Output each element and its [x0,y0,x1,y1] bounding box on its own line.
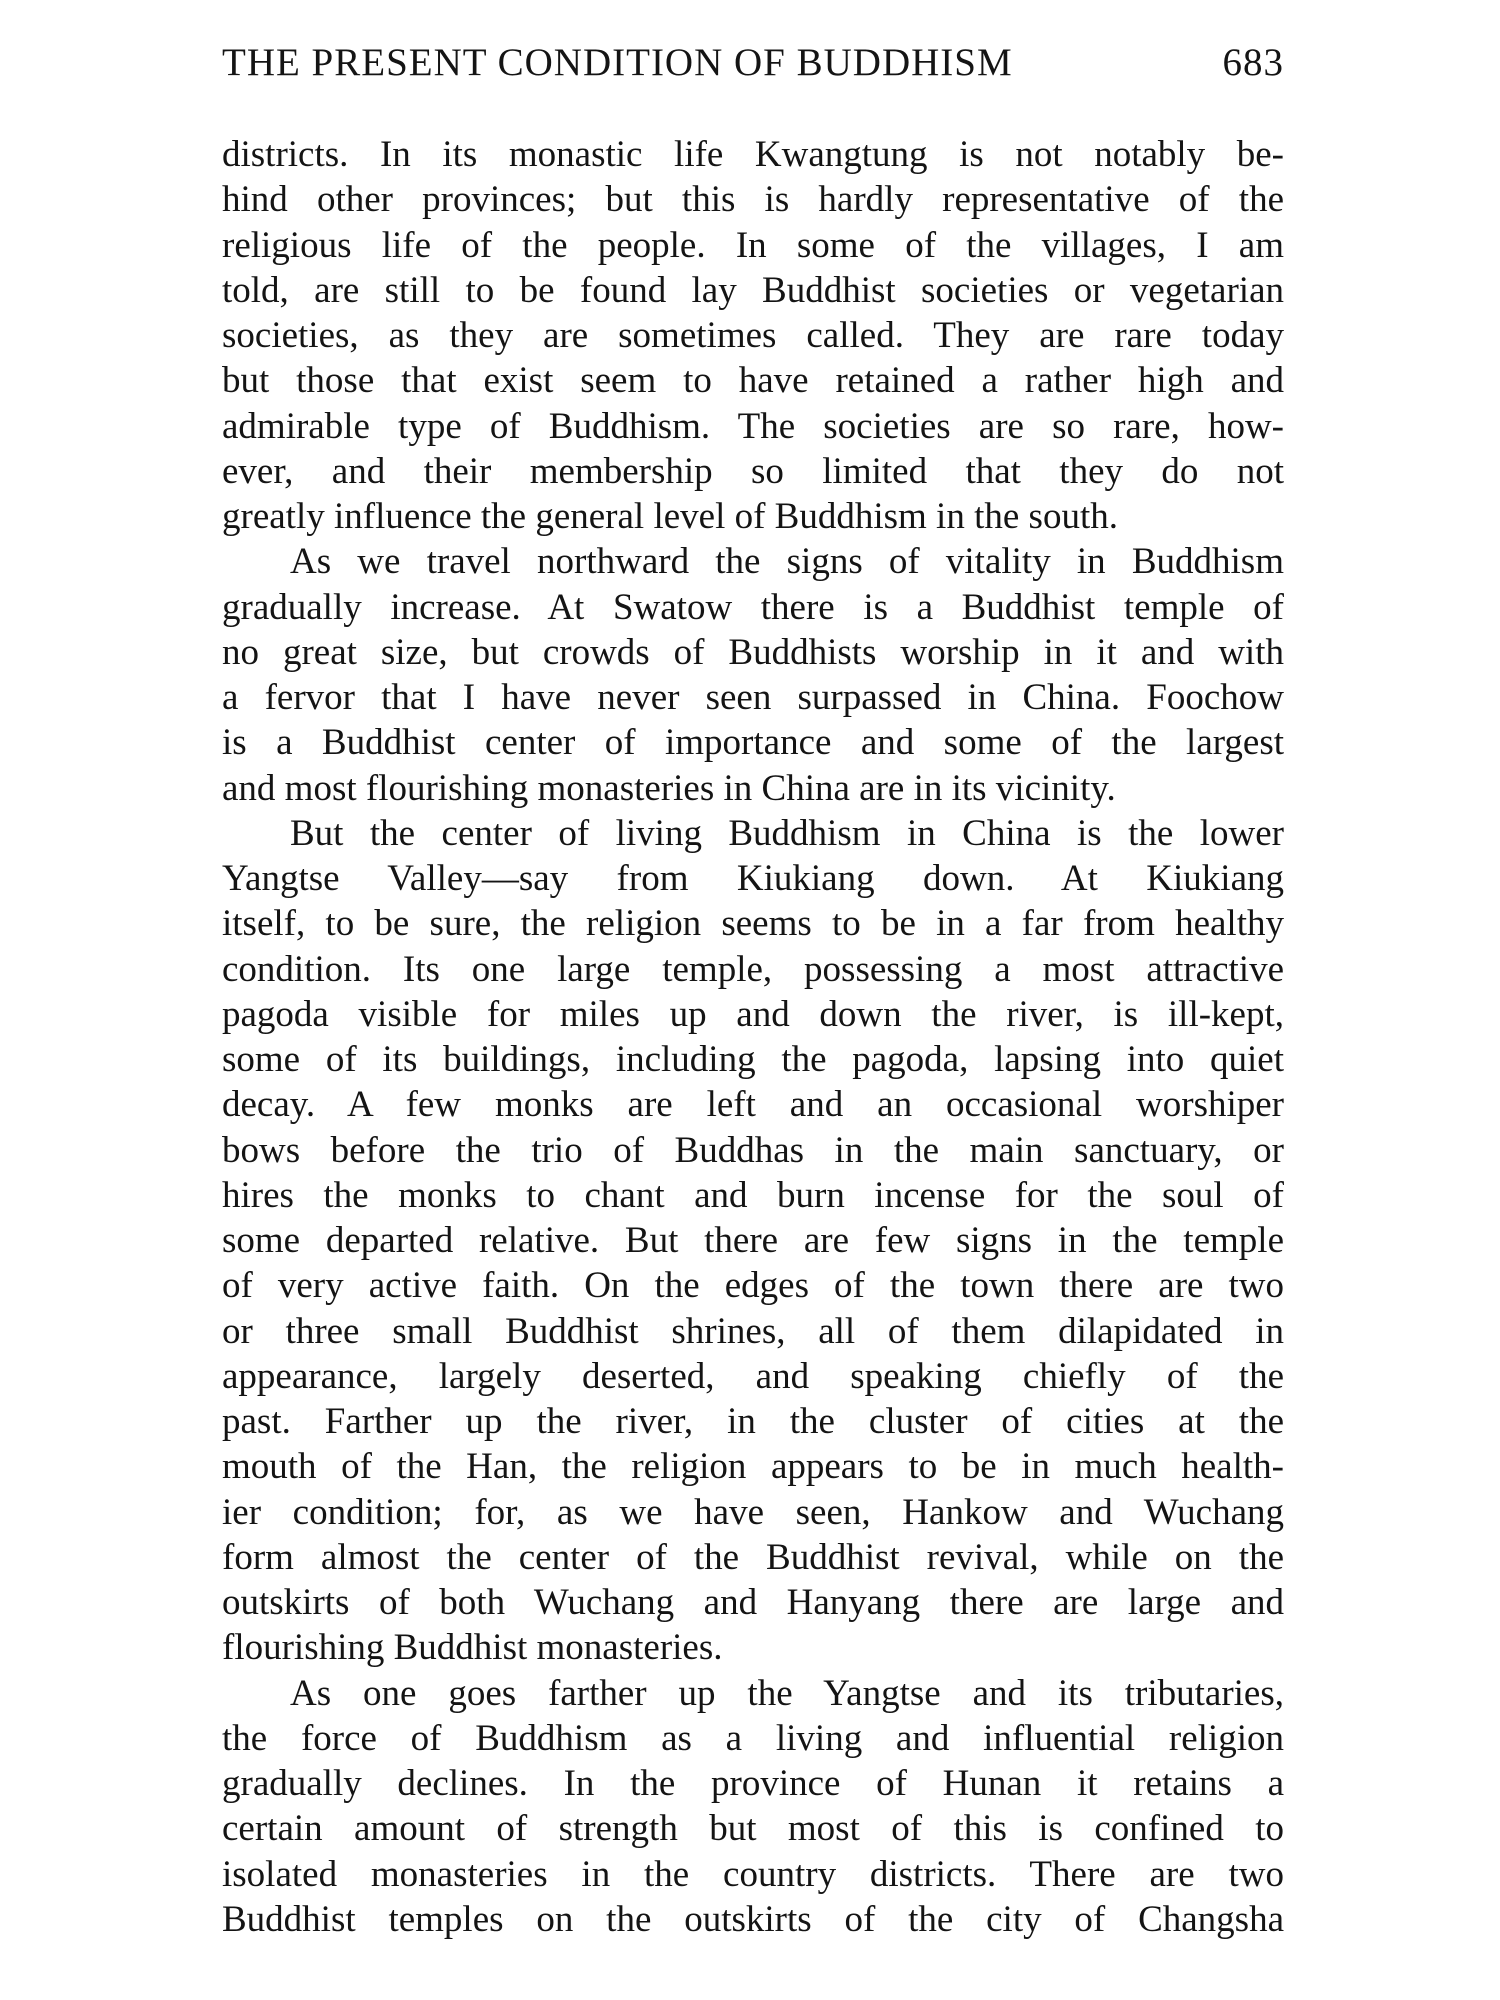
text-line: some of its buildings, including the pagoda, lapsing into quiet [222,1039,1284,1080]
text-line: Yangtse Valley—say from Kiukiang down. At Kiukiang [222,858,1284,899]
text-line: gradually increase. At Swatow there is a Buddhist temple of [222,586,1284,628]
text-line: appearance, largely deserted, and speaking chiefly of the [222,1355,1284,1397]
text-line: districts. In its monastic life Kwangtung is not notably be- [222,134,1284,175]
text-line: hind other provinces; but this is hardly representative of the [222,179,1284,221]
text-line: and most flourishing monasteries in China are in its vicinity. [222,767,1116,809]
text-line: the force of Buddhism as a living and influential religion [222,1717,1284,1759]
text-line: some departed relative. But there are few signs in the temple [222,1220,1284,1261]
text-line: told, are still to be found lay Buddhist societies or vegetarian [222,269,1284,311]
page-number: 683 [1222,41,1284,84]
text-line: admirable type of Buddhism. The societies are so rare, how- [222,405,1284,447]
paragraph-first-line: As one goes farther up the Yangtse and its tributaries, [290,1672,1284,1714]
paragraph-first-line: As we travel northward the signs of vitality in Buddhism [290,541,1284,583]
text-line: hires the monks to chant and burn incense for the soul of [222,1174,1284,1216]
paragraph-first-line: But the center of living Buddhism in China is the lower [290,812,1284,854]
text-line: itself, to be sure, the religion seems to be in a far from healthy [222,903,1284,945]
running-head [222,40,1284,100]
text-line: pagoda visible for miles up and down the river, is ill-kept, [222,993,1284,1035]
text-line: of very active faith. On the edges of the town there are two [222,1265,1284,1307]
text-line: condition. Its one large temple, possessing a most attractive [222,948,1284,990]
text-line: ier condition; for, as we have seen, Hankow and Wuchang [222,1491,1284,1533]
body-text [222,132,1284,1940]
text-line: but those that exist seem to have retained a rather high and [222,360,1284,402]
text-line: greatly influence the general level of Buddhism in the south. [222,496,1118,537]
text-line: ever, and their membership so limited that they do not [222,450,1284,492]
text-line: mouth of the Han, the religion appears to be in much health- [222,1446,1284,1488]
text-line: is a Buddhist center of importance and some of the largest [222,722,1284,764]
text-line: societies, as they are sometimes called. They are rare today [222,315,1284,356]
text-line: religious life of the people. In some of the villages, I am [222,224,1284,266]
text-line: gradually declines. In the province of Hunan it retains a [222,1763,1284,1804]
text-line: outskirts of both Wuchang and Hanyang there are large and [222,1582,1284,1623]
text-line: a fervor that I have never seen surpassed in China. Foochow [222,677,1284,718]
text-line: decay. A few monks are left and an occasional worshiper [222,1084,1284,1126]
text-line: isolated monasteries in the country districts. There are two [222,1853,1284,1895]
running-head-title: THE PRESENT CONDITION OF BUDDHISM [222,41,1013,84]
text-line: form almost the center of the Buddhist revival, while on the [222,1536,1284,1578]
text-line: flourishing Buddhist monasteries. [222,1627,723,1669]
text-line: no great size, but crowds of Buddhists worship in it and with [222,631,1284,673]
text-line: past. Farther up the river, in the cluster of cities at the [222,1401,1284,1442]
text-line: bows before the trio of Buddhas in the main sanctuary, or [222,1129,1284,1171]
text-line: or three small Buddhist shrines, all of them dilapidated in [222,1310,1284,1352]
text-line: certain amount of strength but most of this is confined to [222,1808,1284,1850]
text-line: Buddhist temples on the outskirts of the city of Changsha [222,1898,1284,1940]
